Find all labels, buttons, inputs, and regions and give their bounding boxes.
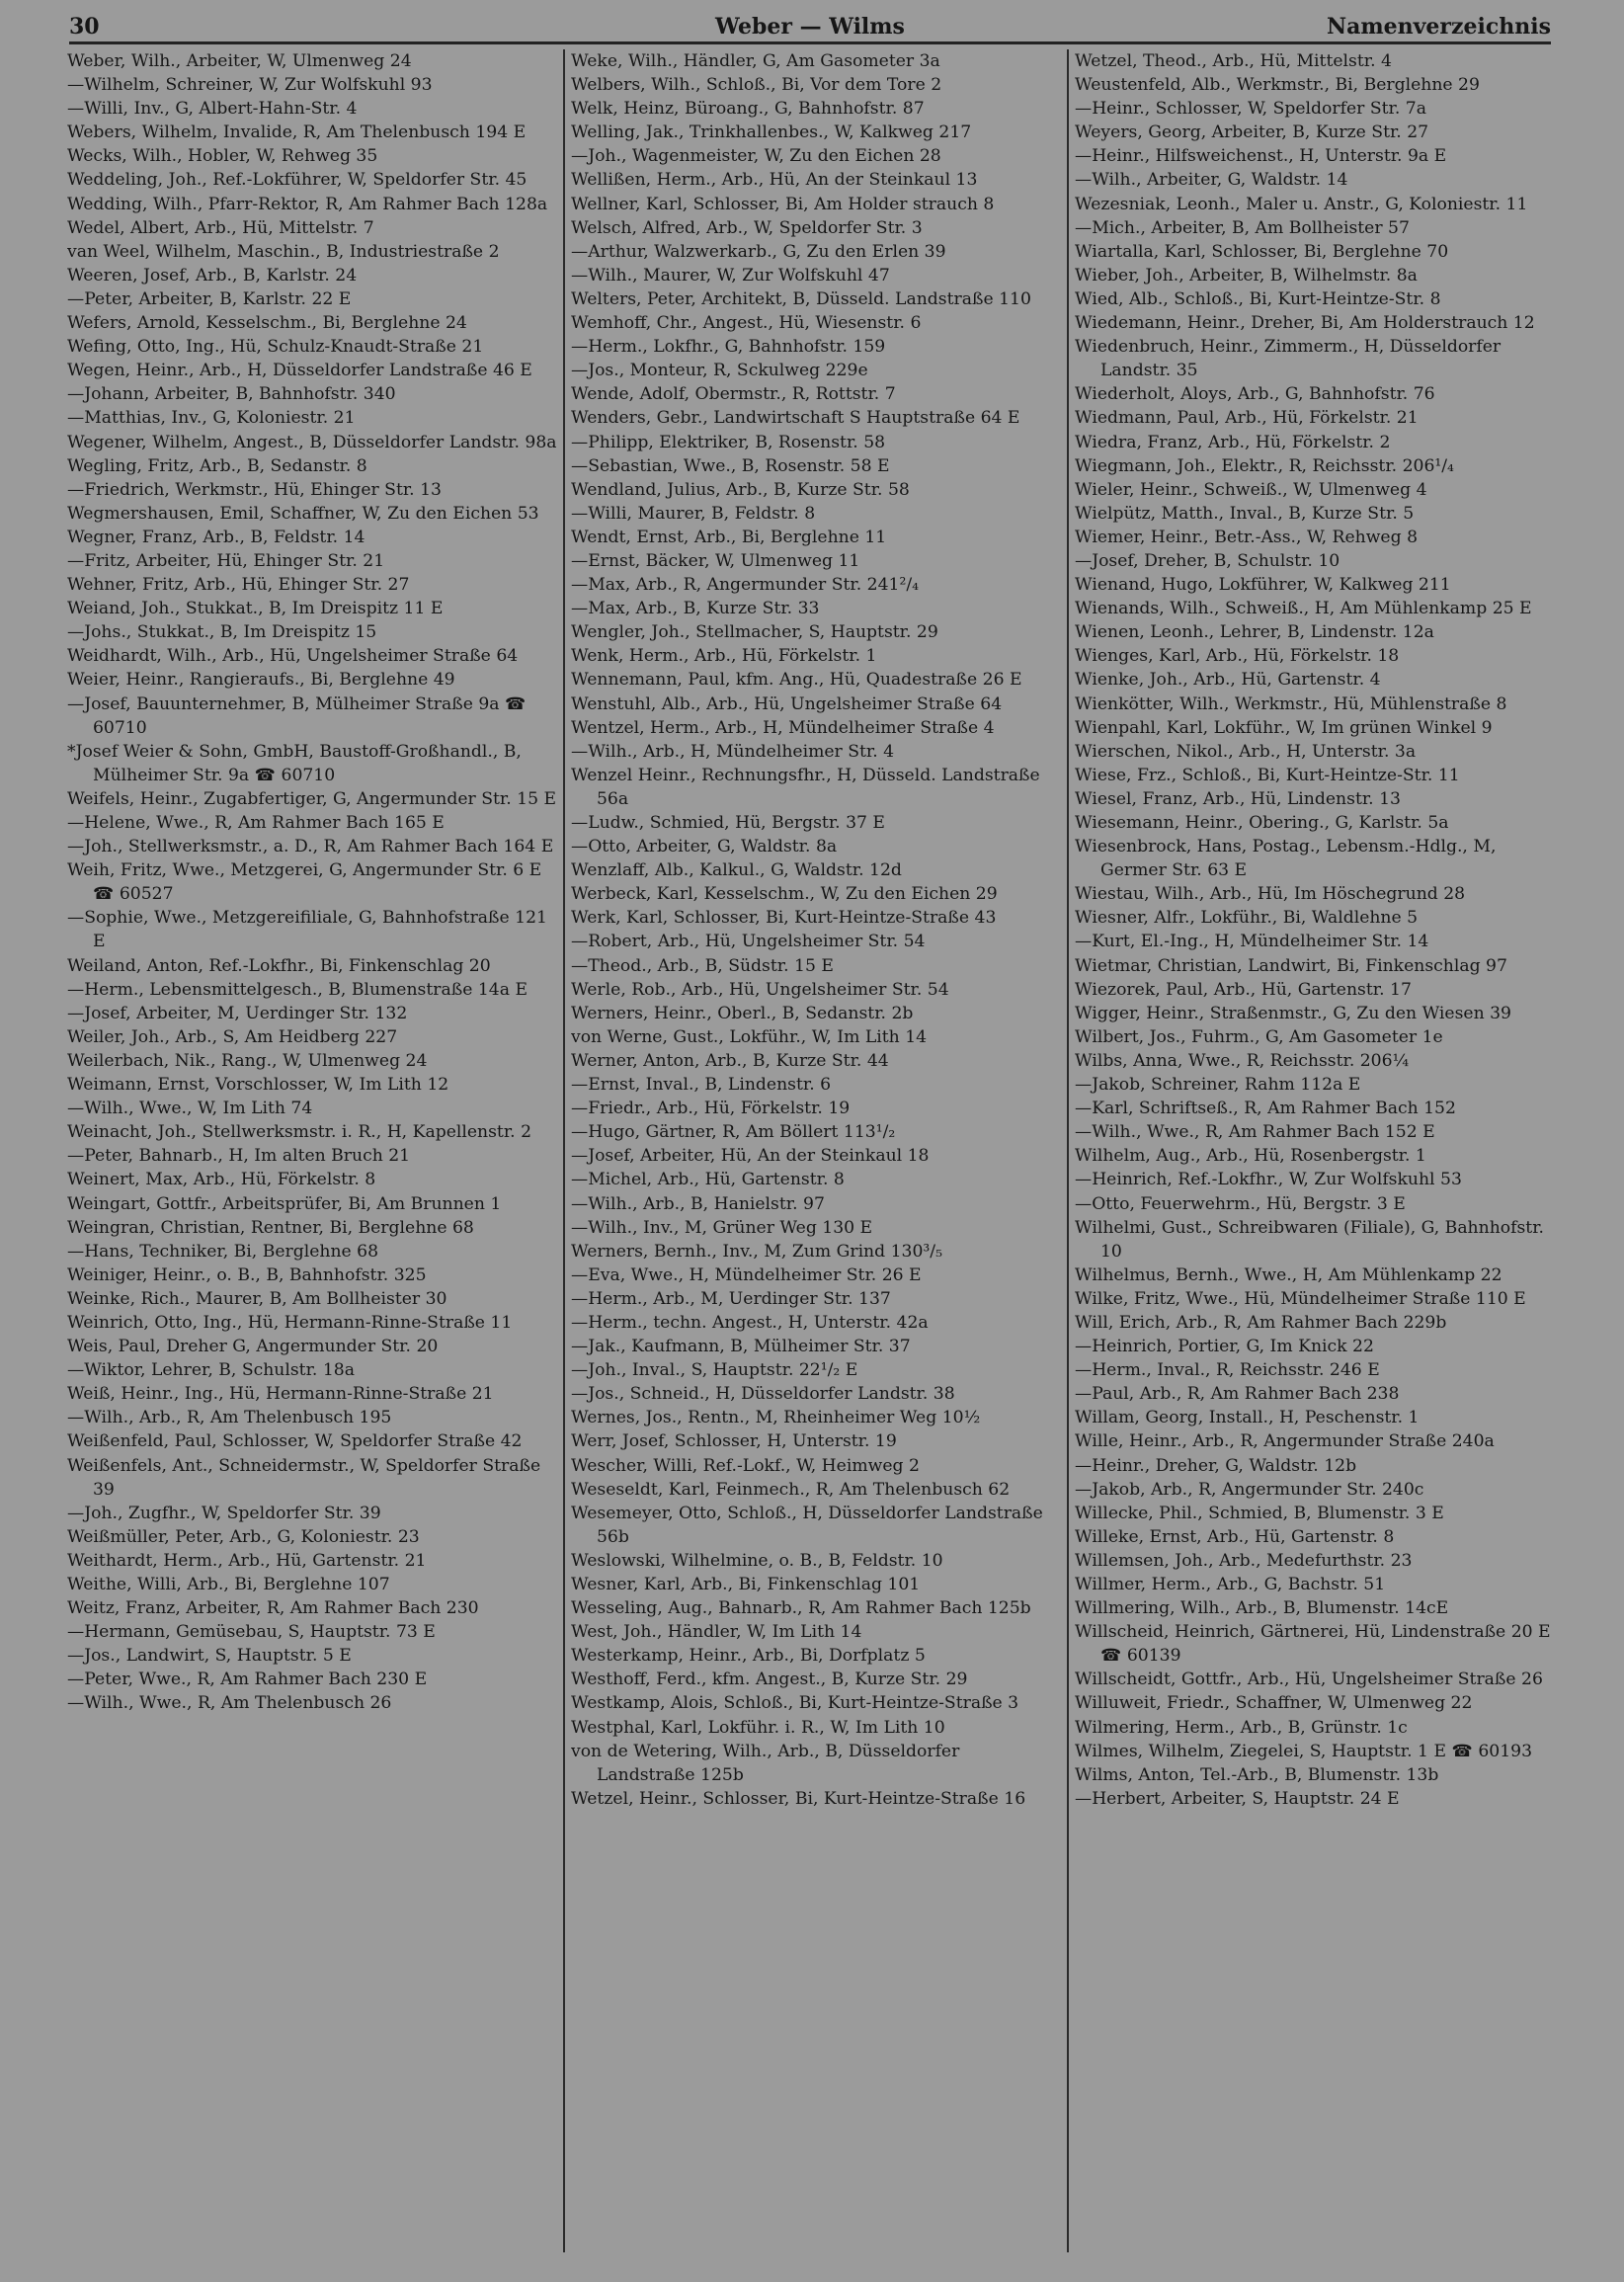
directory-entry: —Joh., Stellwerksmstr., a. D., R, Am Rahmer Bach 164 E	[67, 837, 554, 857]
directory-entry: West, Joh., Händler, W, Im Lith 14	[571, 1622, 862, 1643]
directory-entry: Weier, Heinr., Rangieraufs., Bi, Berglehne 49	[67, 670, 455, 691]
directory-entry: Wilbs, Anna, Wwe., R, Reichsstr. 206¼	[1075, 1050, 1410, 1071]
directory-entry: —Wilh., Arbeiter, G, Waldstr. 14	[1075, 170, 1348, 191]
directory-entry: Wenders, Gebr., Landwirtschaft S Hauptstraße 64 E	[571, 408, 1020, 429]
directory-entry: —Heinrich, Portier, G, Im Knick 22	[1075, 1337, 1374, 1357]
directory-entry: Werner, Anton, Arb., B, Kurze Str. 44	[571, 1050, 889, 1071]
directory-entry: Wendland, Julius, Arb., B, Kurze Str. 58	[571, 479, 910, 500]
directory-entry: —Wilh., Arb., R, Am Thelenbusch 195	[67, 1408, 392, 1428]
directory-entry: —Theod., Arb., B, Südstr. 15 E	[571, 955, 834, 976]
directory-entry: —Jak., Kaufmann, B, Mülheimer Str. 37	[571, 1337, 911, 1357]
directory-entry: Welters, Peter, Architekt, B, Düsseld. Landstraße 110	[571, 288, 1031, 309]
directory-entry: Wenstuhl, Alb., Arb., Hü, Ungelsheimer Straße 64	[571, 693, 1003, 714]
directory-entry: Wienpahl, Karl, Lokführ., W, Im grünen Winkel 9	[1075, 717, 1493, 738]
directory-entry: —Joh., Inval., S, Hauptstr. 22¹/₂ E	[571, 1360, 858, 1381]
directory-entry: —Jakob, Schreiner, Rahm 112a E	[1075, 1075, 1361, 1096]
directory-entry: —Hugo, Gärtner, R, Am Böllert 113¹/₂	[571, 1122, 896, 1143]
directory-entry: Weyers, Georg, Arbeiter, B, Kurze Str. 27	[1075, 122, 1429, 143]
directory-entry: Wilke, Fritz, Wwe., Hü, Mündelheimer Straße 110 E	[1075, 1288, 1526, 1309]
directory-entry: Werbeck, Karl, Kesselschm., W, Zu den Eichen 29	[571, 884, 998, 905]
directory-entry: Wienen, Leonh., Lehrer, B, Lindenstr. 12a	[1075, 622, 1434, 643]
directory-entry: —Michel, Arb., Hü, Gartenstr. 8	[571, 1170, 845, 1190]
directory-entry: Willemsen, Joh., Arb., Medefurthstr. 23	[1075, 1550, 1413, 1571]
directory-entry: Willeke, Ernst, Arb., Hü, Gartenstr. 8	[1075, 1526, 1395, 1547]
directory-entry: Weinrich, Otto, Ing., Hü, Hermann-Rinne-Straße 11	[67, 1312, 513, 1333]
directory-entry: —Heinr., Hilfsweichenst., H, Unterstr. 9a E	[1075, 146, 1447, 167]
directory-entry: Wiartalla, Karl, Schlosser, Bi, Berglehne 70	[1075, 241, 1449, 262]
directory-entry: —Hans, Techniker, Bi, Berglehne 68	[67, 1241, 379, 1262]
directory-entry: —Hermann, Gemüsebau, S, Hauptstr. 73 E	[67, 1622, 436, 1643]
directory-entry: Wilms, Anton, Tel.-Arb., B, Blumenstr. 13b	[1075, 1764, 1439, 1785]
page-number: 30	[69, 14, 100, 40]
directory-entry: Wiezorek, Paul, Arb., Hü, Gartenstr. 17	[1075, 979, 1412, 1000]
directory-entry: Weimann, Ernst, Vorschlosser, W, Im Lith 12	[67, 1075, 449, 1096]
directory-entry: Werle, Rob., Arb., Hü, Ungelsheimer Str. 54	[571, 979, 949, 1000]
directory-entry: —Joh., Zugfhr., W, Speldorfer Str. 39	[67, 1503, 381, 1523]
directory-entry: —Herm., Arb., M, Uerdinger Str. 137	[571, 1288, 891, 1309]
directory-entry: Will, Erich, Arb., R, Am Rahmer Bach 229b	[1075, 1312, 1447, 1333]
directory-entry: —Peter, Wwe., R, Am Rahmer Bach 230 E	[67, 1670, 428, 1690]
directory-entry: —Wilh., Wwe., R, Am Rahmer Bach 152 E	[1075, 1122, 1435, 1143]
directory-entry: Wiedra, Franz, Arb., Hü, Förkelstr. 2	[1075, 432, 1391, 452]
directory-entry: Wienges, Karl, Arb., Hü, Förkelstr. 18	[1075, 646, 1400, 667]
directory-entry: Weiniger, Heinr., o. B., B, Bahnhofstr. 325	[67, 1264, 427, 1285]
directory-entry: Weseseldt, Karl, Feinmech., R, Am Thelenbusch 62	[571, 1479, 1011, 1500]
directory-entry: Weber, Wilh., Arbeiter, W, Ulmenweg 24	[67, 51, 412, 71]
directory-entry: Wecks, Wilh., Hobler, W, Rehweg 35	[67, 146, 378, 167]
directory-entry: —Sophie, Wwe., Metzgereifiliale, G, Bahnhofstraße 121 E	[67, 908, 547, 952]
directory-entry: Wiedmann, Paul, Arb., Hü, Förkelstr. 21	[1075, 408, 1419, 429]
directory-entry: Welbers, Wilh., Schloß., Bi, Vor dem Tore 2	[571, 75, 942, 96]
directory-entry: Weidhardt, Wilh., Arb., Hü, Ungelsheimer Straße 64	[67, 646, 519, 667]
directory-entry: Weithardt, Herm., Arb., Hü, Gartenstr. 21	[67, 1550, 427, 1571]
directory-entry: —Josef, Arbeiter, M, Uerdinger Str. 132	[67, 1003, 408, 1023]
directory-entry: Weilerbach, Nik., Rang., W, Ulmenweg 24	[67, 1050, 428, 1071]
directory-entry: —Kurt, El.-Ing., H, Mündelheimer Str. 14	[1075, 932, 1429, 952]
directory-entry: Wilmes, Wilhelm, Ziegelei, S, Hauptstr. 1 E ☎ 60193	[1075, 1741, 1533, 1761]
directory-entry: Welsch, Alfred, Arb., W, Speldorfer Str. 3	[571, 217, 923, 238]
directory-entry: Wende, Adolf, Obermstr., R, Rottstr. 7	[571, 384, 896, 405]
directory-entry: Weifels, Heinr., Zugabfertiger, G, Angermunder Str. 15 E	[67, 788, 557, 809]
directory-entry: Weingran, Christian, Rentner, Bi, Berglehne 68	[67, 1217, 474, 1238]
directory-column-1	[67, 49, 559, 2272]
directory-entry: Westphal, Karl, Lokführ. i. R., W, Im Lith 10	[571, 1717, 945, 1738]
directory-entry: Weeren, Josef, Arb., B, Karlstr. 24	[67, 265, 358, 285]
directory-entry: —Wilh., Wwe., W, Im Lith 74	[67, 1099, 313, 1119]
directory-entry: Wenzel Heinr., Rechnungsfhr., H, Düsseld. Landstraße 56a	[571, 765, 1040, 809]
directory-entry: Willam, Georg, Install., H, Peschenstr. 1	[1075, 1408, 1420, 1428]
directory-entry: Weis, Paul, Dreher G, Angermunder Str. 20	[67, 1337, 439, 1357]
directory-entry: —Peter, Arbeiter, B, Karlstr. 22 E	[67, 288, 352, 309]
directory-entry: —Ernst, Inval., B, Lindenstr. 6	[571, 1075, 832, 1096]
directory-entry: Wefers, Arnold, Kesselschm., Bi, Berglehne 24	[67, 313, 467, 334]
directory-entry: Wiemer, Heinr., Betr.-Ass., W, Rehweg 8	[1075, 527, 1418, 547]
directory-entry: Webers, Wilhelm, Invalide, R, Am Thelenbusch 194 E	[67, 122, 527, 143]
directory-entry: Wilhelmi, Gust., Schreibwaren (Filiale), G, Bahnhofstr. 10	[1075, 1217, 1544, 1262]
directory-entry: —Otto, Arbeiter, G, Waldstr. 8a	[571, 837, 838, 857]
directory-entry: —Josef, Bauunternehmer, B, Mülheimer Straße 9a ☎ 60710	[67, 693, 527, 738]
directory-entry: Westkamp, Alois, Schloß., Bi, Kurt-Heintze-Straße 3	[571, 1693, 1019, 1714]
directory-entry: —Peter, Bahnarb., H, Im alten Bruch 21	[67, 1146, 411, 1167]
directory-entry: Welling, Jak., Trinkhallenbes., W, Kalkweg 217	[571, 122, 972, 143]
directory-entry: —Friedrich, Werkmstr., Hü, Ehinger Str. 13	[67, 479, 442, 500]
directory-entry: Werr, Josef, Schlosser, H, Unterstr. 19	[571, 1431, 897, 1452]
directory-entry: Weißenfeld, Paul, Schlosser, W, Speldorfer Straße 42	[67, 1431, 523, 1452]
directory-entry: —Robert, Arb., Hü, Ungelsheimer Str. 54	[571, 932, 926, 952]
directory-entry: —Fritz, Arbeiter, Hü, Ehinger Str. 21	[67, 550, 385, 571]
directory-entry: —Jos., Landwirt, S, Hauptstr. 5 E	[67, 1646, 352, 1667]
directory-entry: Weiland, Anton, Ref.-Lokfhr., Bi, Finkenschlag 20	[67, 955, 491, 976]
directory-entry: —Josef, Dreher, B, Schulstr. 10	[1075, 550, 1340, 571]
directory-entry: —Jos., Monteur, R, Sckulweg 229e	[571, 361, 868, 381]
directory-entry: Willscheidt, Gottfr., Arb., Hü, Ungelsheimer Straße 26	[1075, 1670, 1543, 1690]
directory-entry: —Wilh., Inv., M, Grüner Weg 130 E	[571, 1217, 873, 1238]
directory-entry: Werners, Bernh., Inv., M, Zum Grind 130³/₅	[571, 1241, 942, 1262]
directory-entry: Weinert, Max, Arb., Hü, Förkelstr. 8	[67, 1170, 376, 1190]
section-title: Namenverzeichnis	[1327, 14, 1551, 40]
directory-entry: —Joh., Wagenmeister, W, Zu den Eichen 28	[571, 146, 941, 167]
directory-entry: Weinke, Rich., Maurer, B, Am Bollheister 30	[67, 1288, 447, 1309]
directory-entry: Wiesenbrock, Hans, Postag., Lebensm.-Hdlg., M, Germer Str. 63 E	[1075, 837, 1497, 881]
directory-entry: —Sebastian, Wwe., B, Rosenstr. 58 E	[571, 455, 890, 476]
directory-entry: Wielpütz, Matth., Inval., B, Kurze Str. 5	[1075, 503, 1415, 524]
directory-entry: Wesseling, Aug., Bahnarb., R, Am Rahmer Bach 125b	[571, 1598, 1031, 1619]
directory-entry: Weustenfeld, Alb., Werkmstr., Bi, Berglehne 29	[1075, 75, 1480, 96]
directory-entry: Willmer, Herm., Arb., G, Bachstr. 51	[1075, 1575, 1386, 1594]
directory-column-3	[1075, 49, 1567, 2272]
directory-entry: —Jos., Schneid., H, Düsseldorfer Landstr. 38	[571, 1384, 955, 1405]
directory-entry: —Heinr., Dreher, G, Waldstr. 12b	[1075, 1455, 1357, 1476]
directory-entry: —Karl, Schriftseß., R, Am Rahmer Bach 152	[1075, 1099, 1456, 1119]
directory-entry: Wegmershausen, Emil, Schaffner, W, Zu den Eichen 53	[67, 503, 539, 524]
directory-entry: Wesner, Karl, Arb., Bi, Finkenschlag 101	[571, 1575, 921, 1594]
directory-entry: Wezesniak, Leonh., Maler u. Anstr., G, Koloniestr. 11	[1075, 194, 1528, 214]
directory-entry: Wegling, Fritz, Arb., B, Sedanstr. 8	[67, 455, 367, 476]
directory-entry: —Wilh., Arb., B, Hanielstr. 97	[571, 1193, 825, 1214]
directory-entry: Wellißen, Herm., Arb., Hü, An der Steinkaul 13	[571, 170, 978, 191]
directory-entry: Wiederholt, Aloys, Arb., G, Bahnhofstr. 76	[1075, 384, 1435, 405]
directory-entry: Wilbert, Jos., Fuhrm., G, Am Gasometer 1e	[1075, 1026, 1443, 1047]
directory-entry: Wille, Heinr., Arb., R, Angermunder Straße 240a	[1075, 1431, 1495, 1452]
directory-entry: *Josef Weier & Sohn, GmbH, Baustoff-Großhandl., B, Mülheimer Str. 9a ☎ 60710	[67, 741, 522, 785]
directory-entry: Welk, Heinz, Büroang., G, Bahnhofstr. 87	[571, 99, 925, 120]
directory-entry: Weingart, Gottfr., Arbeitsprüfer, Bi, Am Brunnen 1	[67, 1193, 502, 1214]
directory-entry: —Herm., techn. Angest., H, Unterstr. 42a	[571, 1312, 929, 1333]
column-divider	[1067, 49, 1069, 2252]
running-title: Weber — Wilms	[715, 14, 905, 40]
directory-entry: Wegner, Franz, Arb., B, Feldstr. 14	[67, 527, 365, 547]
directory-entry: Wilhelmus, Bernh., Wwe., H, Am Mühlenkamp 22	[1075, 1264, 1502, 1285]
directory-entry: —Ernst, Bäcker, W, Ulmenweg 11	[571, 550, 860, 571]
directory-entry: Wiestau, Wilh., Arb., Hü, Im Höschegrund 28	[1075, 884, 1466, 905]
directory-entry: Wengler, Joh., Stellmacher, S, Hauptstr. 29	[571, 622, 938, 643]
directory-entry: Wied, Alb., Schloß., Bi, Kurt-Heintze-Str. 8	[1075, 288, 1441, 309]
directory-entry: Wentzel, Herm., Arb., H, Mündelheimer Straße 4	[571, 717, 995, 738]
directory-entry: Wesemeyer, Otto, Schloß., H, Düsseldorfer Landstraße 56b	[571, 1503, 1043, 1547]
directory-entry: —Herm., Inval., R, Reichsstr. 246 E	[1075, 1360, 1380, 1381]
directory-entry: —Ludw., Schmied, Hü, Bergstr. 37 E	[571, 813, 885, 833]
directory-entry: Weslowski, Wilhelmine, o. B., B, Feldstr. 10	[571, 1550, 943, 1571]
directory-entry: Weih, Fritz, Wwe., Metzgerei, G, Angermunder Str. 6 E ☎ 60527	[67, 860, 542, 905]
directory-entry: Willmering, Wilh., Arb., B, Blumenstr. 14cE	[1075, 1598, 1449, 1619]
directory-entry: Wilhelm, Aug., Arb., Hü, Rosenbergstr. 1	[1075, 1146, 1426, 1167]
directory-entry: Wienands, Wilh., Schweiß., H, Am Mühlenkamp 25 E	[1075, 599, 1532, 619]
directory-entry: Wienke, Joh., Arb., Hü, Gartenstr. 4	[1075, 670, 1381, 691]
directory-entry: —Heinrich, Ref.-Lokfhr., W, Zur Wolfskuhl 53	[1075, 1170, 1462, 1190]
directory-entry: Wieler, Heinr., Schweiß., W, Ulmenweg 4	[1075, 479, 1427, 500]
directory-entry: —Willi, Maurer, B, Feldstr. 8	[571, 503, 816, 524]
directory-entry: —Mich., Arbeiter, B, Am Bollheister 57	[1075, 217, 1410, 238]
directory-entry: Wendt, Ernst, Arb., Bi, Berglehne 11	[571, 527, 887, 547]
directory-entry: Wemhoff, Chr., Angest., Hü, Wiesenstr. 6	[571, 313, 922, 334]
directory-entry: Weitz, Franz, Arbeiter, R, Am Rahmer Bach 230	[67, 1598, 479, 1619]
directory-entry: Wietmar, Christian, Landwirt, Bi, Finkenschlag 97	[1075, 955, 1507, 976]
directory-entry: Wehner, Fritz, Arb., Hü, Ehinger Str. 27	[67, 575, 410, 596]
directory-entry: Weiand, Joh., Stukkat., B, Im Dreispitz 11 E	[67, 599, 444, 619]
directory-entry: Weiß, Heinr., Ing., Hü, Hermann-Rinne-Straße 21	[67, 1384, 494, 1405]
directory-entry: Wegener, Wilhelm, Angest., B, Düsseldorfer Landstr. 98a	[67, 432, 557, 452]
directory-entry: Werners, Heinr., Oberl., B, Sedanstr. 2b	[571, 1003, 914, 1023]
directory-entry: Weithe, Willi, Arb., Bi, Berglehne 107	[67, 1575, 390, 1594]
directory-entry: Weißenfels, Ant., Schneidermstr., W, Speldorfer Straße 39	[67, 1455, 541, 1500]
directory-entry: Willecke, Phil., Schmied, B, Blumenstr. 3 E	[1075, 1503, 1444, 1523]
directory-entry: —Wiktor, Lehrer, B, Schulstr. 18a	[67, 1360, 355, 1381]
directory-entry: Wierschen, Nikol., Arb., H, Unterstr. 3a	[1075, 741, 1417, 762]
directory-entry: Wiese, Frz., Schloß., Bi, Kurt-Heintze-Str. 11	[1075, 765, 1460, 785]
directory-entry: —Matthias, Inv., G, Koloniestr. 21	[67, 408, 356, 429]
directory-entry: Wellner, Karl, Schlosser, Bi, Am Holder strauch 8	[571, 194, 995, 214]
directory-entry: —Herbert, Arbeiter, S, Hauptstr. 24 E	[1075, 1788, 1400, 1809]
directory-entry: Westerkamp, Heinr., Arb., Bi, Dorfplatz 5	[571, 1646, 926, 1667]
directory-entry: Wetzel, Theod., Arb., Hü, Mittelstr. 4	[1075, 51, 1392, 71]
directory-entry: —Max, Arb., R, Angermunder Str. 241²/₄	[571, 575, 920, 596]
directory-entry: Willuweit, Friedr., Schaffner, W, Ulmenweg 22	[1075, 1693, 1473, 1714]
directory-column-2	[571, 49, 1063, 2272]
directory-entry: —Herm., Lokfhr., G, Bahnhofstr. 159	[571, 337, 886, 358]
directory-entry: Weke, Wilh., Händler, G, Am Gasometer 3a	[571, 51, 940, 71]
directory-entry: —Willi, Inv., G, Albert-Hahn-Str. 4	[67, 99, 358, 120]
directory-entry: Wennemann, Paul, kfm. Ang., Hü, Quadestraße 26 E	[571, 670, 1022, 691]
directory-entry: —Helene, Wwe., R, Am Rahmer Bach 165 E	[67, 813, 445, 833]
directory-entry: Wegen, Heinr., Arb., H, Düsseldorfer Landstraße 46 E	[67, 361, 532, 381]
directory-entry: Willscheid, Heinrich, Gärtnerei, Hü, Lindenstraße 20 E ☎ 60139	[1075, 1622, 1551, 1667]
directory-entry: Westhoff, Ferd., kfm. Angest., B, Kurze Str. 29	[571, 1670, 968, 1690]
directory-entry: von de Wetering, Wilh., Arb., B, Düsseldorfer Landstraße 125b	[571, 1741, 960, 1785]
directory-entry: Wiesel, Franz, Arb., Hü, Lindenstr. 13	[1075, 788, 1401, 809]
directory-entry: Wenk, Herm., Arb., Hü, Förkelstr. 1	[571, 646, 877, 667]
directory-entry: —Paul, Arb., R, Am Rahmer Bach 238	[1075, 1384, 1400, 1405]
directory-entry: Wetzel, Heinr., Schlosser, Bi, Kurt-Heintze-Straße 16	[571, 1788, 1026, 1809]
directory-entry: —Herm., Lebensmittelgesch., B, Blumenstraße 14a E	[67, 979, 528, 1000]
directory-entry: —Wilh., Wwe., R, Am Thelenbusch 26	[67, 1693, 392, 1714]
directory-entry: —Friedr., Arb., Hü, Förkelstr. 19	[571, 1099, 851, 1119]
directory-entry: van Weel, Wilhelm, Maschin., B, Industriestraße 2	[67, 241, 500, 262]
directory-entry: —Arthur, Walzwerkarb., G, Zu den Erlen 39	[571, 241, 946, 262]
directory-entry: von Werne, Gust., Lokführ., W, Im Lith 14	[571, 1026, 928, 1047]
directory-entry: Wilmering, Herm., Arb., B, Grünstr. 1c	[1075, 1717, 1408, 1738]
directory-entry: Wienkötter, Wilh., Werkmstr., Hü, Mühlenstraße 8	[1075, 693, 1507, 714]
directory-entry: —Wilhelm, Schreiner, W, Zur Wolfskuhl 93	[67, 75, 433, 96]
directory-entry: Wigger, Heinr., Straßenmstr., G, Zu den Wiesen 39	[1075, 1003, 1511, 1023]
directory-entry: Wienand, Hugo, Lokführer, W, Kalkweg 211	[1075, 575, 1451, 596]
directory-entry: Wedel, Albert, Arb., Hü, Mittelstr. 7	[67, 217, 374, 238]
directory-entry: Weiler, Joh., Arb., S, Am Heidberg 227	[67, 1026, 398, 1047]
directory-entry: Weinacht, Joh., Stellwerksmstr. i. R., H, Kapellenstr. 2	[67, 1122, 532, 1143]
directory-entry: Wiedenbruch, Heinr., Zimmerm., H, Düsseldorfer Landstr. 35	[1075, 337, 1502, 381]
directory-entry: Wernes, Jos., Rentn., M, Rheinheimer Weg 10½	[571, 1408, 981, 1428]
directory-entry: —Johann, Arbeiter, B, Bahnhofstr. 340	[67, 384, 396, 405]
directory-entry: —Philipp, Elektriker, B, Rosenstr. 58	[571, 432, 886, 452]
directory-entry: —Wilh., Maurer, W, Zur Wolfskuhl 47	[571, 265, 890, 285]
directory-entry: Wieber, Joh., Arbeiter, B, Wilhelmstr. 8a	[1075, 265, 1418, 285]
directory-entry: Wescher, Willi, Ref.-Lokf., W, Heimweg 2	[571, 1455, 920, 1476]
directory-entry: —Jakob, Arb., R, Angermunder Str. 240c	[1075, 1479, 1424, 1500]
directory-entry: Wiedemann, Heinr., Dreher, Bi, Am Holderstrauch 12	[1075, 313, 1535, 334]
directory-entry: —Otto, Feuerwehrm., Hü, Bergstr. 3 E	[1075, 1193, 1406, 1214]
directory-entry: Wiegmann, Joh., Elektr., R, Reichsstr. 206¹/₄	[1075, 455, 1454, 476]
directory-entry: Wiesemann, Heinr., Obering., G, Karlstr. 5a	[1075, 813, 1449, 833]
directory-entry: Wenzlaff, Alb., Kalkul., G, Waldstr. 12d	[571, 860, 902, 881]
directory-entry: Weddeling, Joh., Ref.-Lokführer, W, Speldorfer Str. 45	[67, 170, 528, 191]
directory-entry: Wedding, Wilh., Pfarr-Rektor, R, Am Rahmer Bach 128a	[67, 194, 548, 214]
directory-entry: —Max, Arb., B, Kurze Str. 33	[571, 599, 820, 619]
directory-entry: Wefing, Otto, Ing., Hü, Schulz-Knaudt-Straße 21	[67, 337, 484, 358]
page-header	[69, 8, 1551, 44]
directory-entry: —Eva, Wwe., H, Mündelheimer Str. 26 E	[571, 1264, 922, 1285]
column-divider	[563, 49, 565, 2252]
directory-entry: —Josef, Arbeiter, Hü, An der Steinkaul 18	[571, 1146, 930, 1167]
directory-entry: Weißmüller, Peter, Arb., G, Koloniestr. 23	[67, 1526, 420, 1547]
directory-entry: Werk, Karl, Schlosser, Bi, Kurt-Heintze-Straße 43	[571, 908, 997, 929]
directory-entry: Wiesner, Alfr., Lokführ., Bi, Waldlehne 5	[1075, 908, 1419, 929]
directory-entry: —Wilh., Arb., H, Mündelheimer Str. 4	[571, 741, 895, 762]
directory-entry: —Johs., Stukkat., B, Im Dreispitz 15	[67, 622, 377, 643]
directory-entry: —Heinr., Schlosser, W, Speldorfer Str. 7a	[1075, 99, 1426, 120]
